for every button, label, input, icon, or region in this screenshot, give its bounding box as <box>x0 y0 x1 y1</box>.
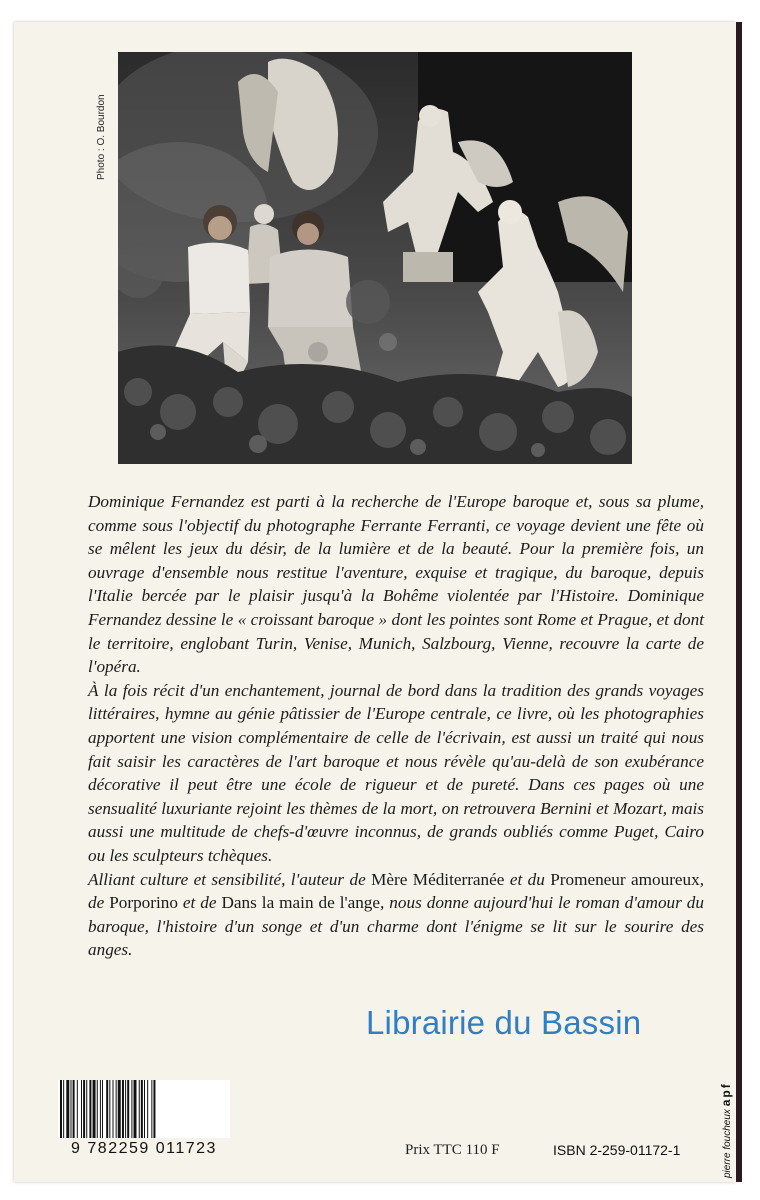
book-title-3: Porporino <box>109 893 178 913</box>
blurb-text: et de <box>177 893 222 913</box>
book-title-4: Dans la main de l'ange <box>221 893 381 913</box>
bookseller-watermark: Librairie du Bassin <box>366 1004 642 1041</box>
blurb-text: et du <box>504 869 551 889</box>
book-title-1: Mère Méditerranée <box>371 869 505 889</box>
photo-credit <box>94 60 114 180</box>
barcode-number: 9 782259 011723 <box>71 1140 217 1157</box>
cover-photo <box>118 52 632 464</box>
price-label: Prix TTC 110 F <box>405 1142 500 1158</box>
isbn-label: ISBN 2-259-01172-1 <box>553 1142 681 1158</box>
publisher-imprint <box>716 1010 734 1180</box>
spine-edge <box>736 22 742 1182</box>
blurb-text: , de <box>88 869 705 913</box>
garden-statues-photo-icon <box>118 52 632 464</box>
photo-credit-text: Photo : O. Bourdon <box>96 94 107 180</box>
book-title-2: Promeneur amoureux <box>550 869 700 889</box>
barcode-icon <box>58 1080 230 1138</box>
publisher-text <box>719 1010 733 1178</box>
back-cover-blurb <box>88 490 704 962</box>
blurb-text: , nous donne aujourd'hui le roman d'amour du baroque, l'histoire d'un songe et d'un charme dont l'énigme se lit sur le sourire des anges. <box>88 893 704 960</box>
publisher-name: pierre foucheux <box>722 1109 733 1178</box>
blurb-text: Alliant culture et sensibilité, l'auteur de <box>88 869 372 889</box>
blurb-paragraph-2: À la fois récit d'un enchantement, journal de bord dans la tradition des grands voyages littéraires, hymne au génie pâtissier de l'Europe centrale, ce livre, où les photographies apportent une vision complémentaire de celle de l'écrivain, est aussi un traité qui nous fait saisir les caractères de l'art baroque et nous révèle qu'au-delà de son exubérance décorative il peut être une école de rigueur et de pureté. Dans ces pages où une sensualité luxuriante rejoint les thèmes de la mort, on retrouvera Bernini et Mozart, mais aussi une multitude de chefs-d'œuvre inconnus, de grands oubliés comme Puget, Cairo ou les sculpteurs tchèques. <box>88 680 704 865</box>
blurb-paragraph-1: Dominique Fernandez est parti à la recherche de l'Europe baroque et, sous sa plume, comme sous l'objectif du photographe Ferrante Ferranti, ce voyage devient une fête où se mêlent les jeux du désir, de la lumière et de la beauté. Pour la première fois, un ouvrage d'ensemble nous restitue l'aventure, exquise et tragique, du baroque, depuis l'Italie bercée par le plaisir jusqu'à la Bohême violentée par l'Histoire. Dominique Fernandez dessine le « croissant baroque » dont les pointes sont Rome et Prague, et dont le territoire, englobant Turin, Venise, Munich, Salzbourg, Vienne, recouvre la carte de l'opéra. <box>88 492 704 677</box>
publisher-logo: apf <box>719 1082 733 1107</box>
blurb-paragraph-3 <box>88 868 704 962</box>
